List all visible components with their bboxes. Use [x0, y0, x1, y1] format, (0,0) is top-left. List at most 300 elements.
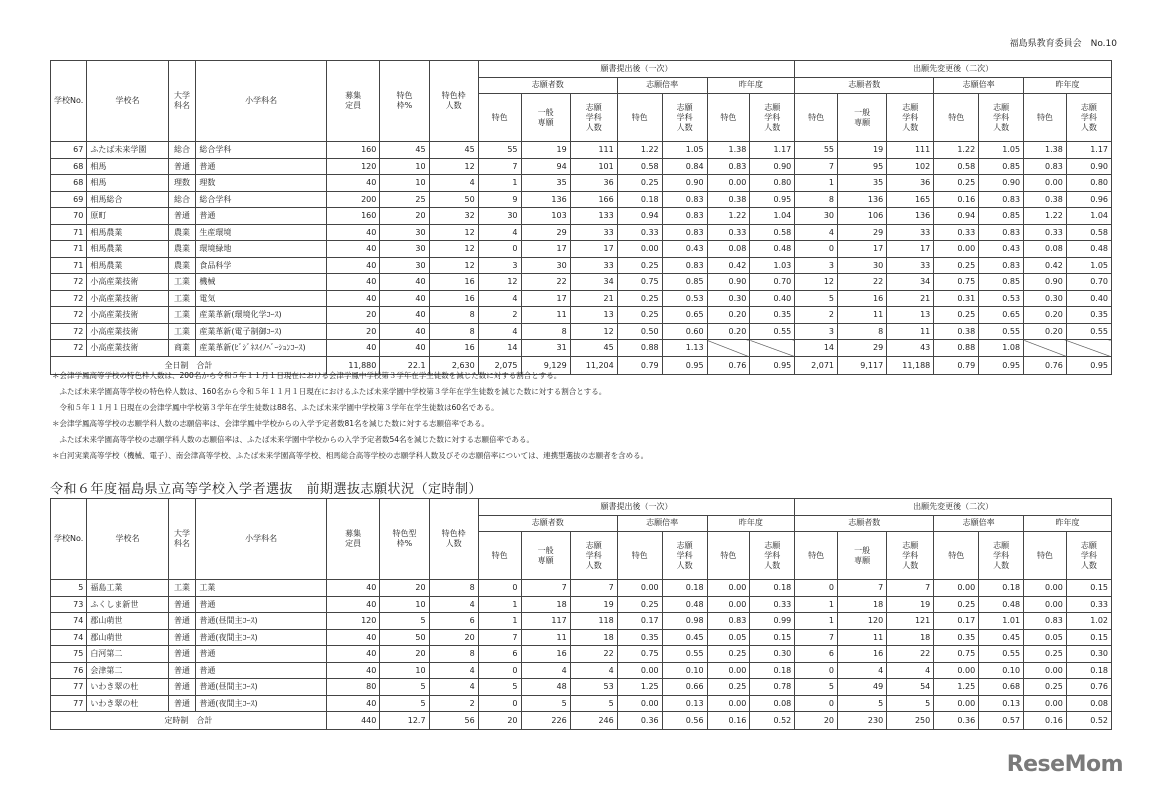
table-cell: 1.38 — [707, 142, 750, 159]
full-time-table-block — [50, 60, 1112, 375]
table-cell: 5 — [887, 695, 934, 712]
table-cell: 8 — [838, 323, 887, 340]
table-cell: 0.30 — [750, 646, 795, 663]
table-cell: 5 — [521, 695, 570, 712]
table-cell: 160 — [326, 208, 379, 225]
col-applicants: 志願者数 — [795, 77, 934, 94]
table-cell: 会津第二 — [87, 662, 168, 679]
table-cell: 25 — [380, 191, 429, 208]
table-cell: 29 — [521, 224, 570, 241]
table-cell: 1.13 — [662, 340, 707, 357]
table-cell: 133 — [570, 208, 617, 225]
table-cell: 12 — [795, 274, 838, 291]
table-cell: 35 — [838, 175, 887, 192]
table-cell: 0.95 — [979, 356, 1024, 374]
table-cell: 40 — [380, 340, 429, 357]
table-cell: 11 — [838, 629, 887, 646]
table-row — [51, 290, 1112, 307]
table-cell: 0.95 — [1066, 356, 1111, 374]
table-cell: 22 — [887, 646, 934, 663]
col-tokushoku: 特色 — [795, 532, 838, 580]
table-cell: 45 — [380, 142, 429, 159]
table-cell: 72 — [51, 340, 87, 357]
table-cell: 0.18 — [750, 580, 795, 597]
col-capacity: 募集 定員 — [326, 61, 379, 142]
col-ratio: 志願倍率 — [617, 515, 707, 532]
table-cell: 0.90 — [750, 158, 795, 175]
table-cell: 0 — [795, 580, 838, 597]
table-cell: 普通 — [168, 158, 196, 175]
table-cell: 31 — [521, 340, 570, 357]
table-cell: 16 — [429, 274, 478, 291]
table-cell: 11 — [887, 323, 934, 340]
table-row — [51, 175, 1112, 192]
col-dept-count: 志願 学科 人数 — [1066, 94, 1111, 142]
table-cell: 0.00 — [707, 662, 750, 679]
table-cell: 40 — [326, 580, 379, 597]
table-cell: 0.18 — [617, 191, 662, 208]
resemom-watermark-logo: ReseMom — [1006, 752, 1123, 777]
table-cell: 14 — [795, 340, 838, 357]
table-cell: ふくしま新世 — [87, 596, 168, 613]
table-cell: 30 — [521, 257, 570, 274]
table-cell: 118 — [570, 613, 617, 630]
table-cell: 1.22 — [617, 142, 662, 159]
table-cell: 0.58 — [750, 224, 795, 241]
table-cell: 36 — [570, 175, 617, 192]
table-cell: 4 — [478, 224, 521, 241]
table-cell: 246 — [570, 712, 617, 730]
table-cell: 0.08 — [750, 695, 795, 712]
table-cell: 22 — [521, 274, 570, 291]
table-cell: 普通 — [168, 596, 196, 613]
table-cell: 3 — [795, 323, 838, 340]
table-row — [51, 596, 1112, 613]
table-cell: 普通 — [168, 662, 196, 679]
table-cell: 0.20 — [1024, 323, 1067, 340]
table-cell: 14 — [478, 340, 521, 357]
table-cell: 3 — [478, 257, 521, 274]
table-cell: 101 — [570, 158, 617, 175]
table-cell: 0.88 — [617, 340, 662, 357]
table-cell: 72 — [51, 274, 87, 291]
table-cell: 76 — [51, 662, 87, 679]
table-cell: 小高産業技術 — [87, 290, 168, 307]
table-cell: 19 — [570, 596, 617, 613]
table-cell: 0.36 — [934, 712, 979, 730]
table-cell: 9 — [478, 191, 521, 208]
table-cell: 80 — [326, 679, 379, 696]
table-cell: 7 — [570, 580, 617, 597]
col-general: 一般 専願 — [838, 532, 887, 580]
table-cell: 0.70 — [750, 274, 795, 291]
table-cell: 9,117 — [838, 356, 887, 374]
table-cell: 20 — [795, 712, 838, 730]
col-major: 大学 科名 — [168, 61, 196, 142]
table-cell: 111 — [570, 142, 617, 159]
table-cell: 33 — [887, 257, 934, 274]
table-cell: 34 — [570, 274, 617, 291]
table-cell: 0.30 — [707, 290, 750, 307]
table-cell: 機械 — [196, 274, 326, 291]
full-time-table-header — [51, 61, 1112, 142]
table-cell: 68 — [51, 175, 87, 192]
table-cell: 0.76 — [707, 356, 750, 374]
table-row — [51, 274, 1112, 291]
table-cell: 0.18 — [1066, 662, 1111, 679]
table-cell: 0.30 — [1066, 646, 1111, 663]
table-cell: 環境緑地 — [196, 241, 326, 258]
table-cell: 29 — [838, 224, 887, 241]
table-cell: 4 — [521, 662, 570, 679]
table-cell: 102 — [887, 158, 934, 175]
table-cell: 0.00 — [934, 695, 979, 712]
table-cell: 7 — [795, 158, 838, 175]
table-cell: 0.75 — [934, 274, 979, 291]
table-cell: 普通 — [168, 679, 196, 696]
table-cell: 77 — [51, 679, 87, 696]
col-prev-year: 昨年度 — [1024, 77, 1112, 94]
table-cell: 小高産業技術 — [87, 323, 168, 340]
table-cell: 20 — [380, 580, 429, 597]
table-cell: 6 — [429, 613, 478, 630]
table-cell: 0.08 — [1066, 695, 1111, 712]
table-cell: 111 — [887, 142, 934, 159]
table-cell: 7 — [887, 580, 934, 597]
table-cell: 8 — [521, 323, 570, 340]
table-cell: 0.36 — [617, 712, 662, 730]
table-cell: 40 — [326, 596, 379, 613]
table-row — [51, 629, 1112, 646]
table-cell: 45 — [570, 340, 617, 357]
table-cell: 69 — [51, 191, 87, 208]
footnote-line: ＊白河実業高等学校（機械、電子）、南会津高等学校、ふたば未来学園高等学校、相馬総合高等学校の志願学科人数及びその志願倍率については、連携型選抜の志願者を含める。 — [52, 451, 649, 461]
table-cell: 7 — [521, 580, 570, 597]
table-cell: 50 — [429, 191, 478, 208]
table-cell: 0.25 — [617, 257, 662, 274]
table-row — [51, 257, 1112, 274]
table-cell: 200 — [326, 191, 379, 208]
table-cell: 1.01 — [979, 613, 1024, 630]
table-cell: 0.00 — [707, 175, 750, 192]
footnote-line: 令和５年１１月１日現在の会津学鳳中学校第３学年在学生徒数は88名、ふたば未来学園中学校第３学年在学生徒数は60名である。 — [52, 403, 499, 413]
table-cell: 1.05 — [979, 142, 1024, 159]
table-cell: 0.00 — [1024, 580, 1067, 597]
table-cell: 理数 — [196, 175, 326, 192]
table-cell: 1 — [478, 613, 521, 630]
table-cell: 相馬農業 — [87, 241, 168, 258]
table-cell: 136 — [887, 208, 934, 225]
table-cell: 40 — [380, 274, 429, 291]
table-cell: 40 — [326, 224, 379, 241]
table-cell: 原町 — [87, 208, 168, 225]
table-cell: 2 — [429, 695, 478, 712]
table-cell: 0.16 — [934, 191, 979, 208]
table-cell: 0.66 — [662, 679, 707, 696]
table-row — [51, 323, 1112, 340]
table-cell: 71 — [51, 241, 87, 258]
table-cell — [707, 340, 750, 357]
table-cell: 0.33 — [1024, 224, 1067, 241]
table-cell: 0.48 — [662, 596, 707, 613]
table-cell: 0.80 — [750, 175, 795, 192]
table-cell: 16 — [429, 290, 478, 307]
table-cell: 0.90 — [1024, 274, 1067, 291]
table-cell: 12 — [429, 224, 478, 241]
table-cell: 工業 — [168, 290, 196, 307]
table-cell: 工業 — [168, 307, 196, 324]
table-row — [51, 142, 1112, 159]
table-cell: 0.79 — [934, 356, 979, 374]
table-cell: 13 — [570, 307, 617, 324]
table-cell: 12 — [429, 158, 478, 175]
part-time-table — [50, 498, 1112, 730]
col-ratio: 志願倍率 — [934, 515, 1024, 532]
table-cell: 136 — [521, 191, 570, 208]
table-cell: 福島工業 — [87, 580, 168, 597]
table-cell: 0.35 — [617, 629, 662, 646]
table-cell: 1.22 — [707, 208, 750, 225]
table-cell: 1.04 — [750, 208, 795, 225]
table-cell: 0.83 — [1024, 158, 1067, 175]
table-cell: 0.20 — [1024, 307, 1067, 324]
table-cell: 10 — [380, 596, 429, 613]
table-cell: 0.00 — [617, 662, 662, 679]
table-cell: 0.60 — [662, 323, 707, 340]
table-cell: 75 — [51, 646, 87, 663]
table-cell: 10 — [380, 158, 429, 175]
table-cell: 0.55 — [979, 646, 1024, 663]
table-cell: 0.57 — [979, 712, 1024, 730]
table-cell: 0.15 — [750, 629, 795, 646]
table-cell: 0.25 — [934, 175, 979, 192]
table-cell: 0.83 — [662, 208, 707, 225]
col-phase1: 願書提出後（一次） — [478, 61, 795, 78]
col-phase1: 願書提出後（一次） — [478, 499, 795, 516]
table-cell: 19 — [521, 142, 570, 159]
table-cell: 農業 — [168, 224, 196, 241]
table-cell: 電気 — [196, 290, 326, 307]
table-cell: 0.42 — [707, 257, 750, 274]
table-cell: 43 — [887, 340, 934, 357]
col-tokushoku: 特色 — [795, 94, 838, 142]
col-tokushoku: 特色 — [1024, 94, 1067, 142]
table-cell: 0.15 — [1066, 629, 1111, 646]
table-cell: 0.50 — [617, 323, 662, 340]
table-cell: 0.15 — [1066, 580, 1111, 597]
table-cell: 0.33 — [934, 224, 979, 241]
table-cell: 68 — [51, 158, 87, 175]
col-phase2: 出願先変更後（二次） — [795, 499, 1112, 516]
col-prev-year: 昨年度 — [707, 77, 795, 94]
col-prev-year: 昨年度 — [707, 515, 795, 532]
table-cell: 0.48 — [1066, 241, 1111, 258]
table-cell: 21 — [887, 290, 934, 307]
table-cell: 0.00 — [707, 695, 750, 712]
table-cell: 食品科学 — [196, 257, 326, 274]
table-cell: 11 — [521, 629, 570, 646]
table-cell: 250 — [887, 712, 934, 730]
table-cell: 8 — [429, 323, 478, 340]
table-cell: 230 — [838, 712, 887, 730]
table-cell: 166 — [570, 191, 617, 208]
table-cell: 1.17 — [1066, 142, 1111, 159]
table-cell: 16 — [521, 646, 570, 663]
table-cell: 0.95 — [750, 191, 795, 208]
table-cell: 0.48 — [750, 241, 795, 258]
col-minor: 小学科名 — [196, 499, 326, 580]
table-cell: 0.18 — [662, 580, 707, 597]
table-cell: 55 — [795, 142, 838, 159]
table-cell: 55 — [478, 142, 521, 159]
table-cell: 6 — [478, 646, 521, 663]
table-cell: 4 — [429, 596, 478, 613]
table-cell: 0.25 — [934, 307, 979, 324]
table-cell: 20 — [478, 712, 521, 730]
table-cell: 0.70 — [1066, 274, 1111, 291]
table-cell: 3 — [795, 257, 838, 274]
table-cell: 0.35 — [750, 307, 795, 324]
table-cell: 相馬 — [87, 175, 168, 192]
col-school-name: 学校名 — [87, 61, 168, 142]
table-cell: 16 — [838, 290, 887, 307]
table-cell: 0.99 — [750, 613, 795, 630]
table-cell: 6 — [795, 646, 838, 663]
table-cell: 0.25 — [617, 290, 662, 307]
table-cell: 30 — [380, 257, 429, 274]
table-cell: 工業 — [168, 323, 196, 340]
table-cell: 0.25 — [617, 307, 662, 324]
table-cell: 0.95 — [662, 356, 707, 374]
table-cell: 8 — [429, 646, 478, 663]
table-cell: 0.25 — [617, 596, 662, 613]
table-cell — [1024, 340, 1067, 357]
table-cell: 0.25 — [707, 679, 750, 696]
col-school-no: 学校No. — [51, 61, 87, 142]
table-cell: 16 — [429, 340, 478, 357]
table-cell: 30 — [838, 257, 887, 274]
table-cell: 0.40 — [750, 290, 795, 307]
table-cell: 0.84 — [662, 158, 707, 175]
table-cell: 0.38 — [1024, 191, 1067, 208]
table-cell: 相馬農業 — [87, 257, 168, 274]
table-cell: 総合学科 — [196, 142, 326, 159]
table-cell: 0.00 — [617, 241, 662, 258]
table-cell: 20 — [380, 646, 429, 663]
table-cell: 小高産業技術 — [87, 307, 168, 324]
table-cell: 普通 — [168, 646, 196, 663]
table-cell: 7 — [795, 629, 838, 646]
table-cell: 0.17 — [617, 613, 662, 630]
table-cell: 1 — [795, 613, 838, 630]
table-cell: 生産環境 — [196, 224, 326, 241]
table-cell: 18 — [570, 629, 617, 646]
table-cell: 0 — [795, 241, 838, 258]
table-cell: 18 — [521, 596, 570, 613]
table-cell: 5 — [795, 290, 838, 307]
table-cell: 0.43 — [979, 241, 1024, 258]
table-cell: 40 — [326, 695, 379, 712]
table-cell: 165 — [887, 191, 934, 208]
table-cell: 0.17 — [934, 613, 979, 630]
table-cell: 小高産業技術 — [87, 340, 168, 357]
part-time-table-block — [50, 498, 1112, 730]
table-cell: 19 — [838, 142, 887, 159]
table-cell: 20 — [380, 208, 429, 225]
table-cell: 136 — [838, 191, 887, 208]
table-cell: 11,880 — [326, 356, 379, 374]
table-cell: 49 — [838, 679, 887, 696]
table-row — [51, 191, 1112, 208]
table-total-row — [51, 712, 1112, 730]
col-applicants: 志願者数 — [795, 515, 934, 532]
table-cell: 2 — [795, 307, 838, 324]
table-cell: 0.88 — [934, 340, 979, 357]
table-cell: 0.83 — [662, 191, 707, 208]
col-tokushoku: 特色 — [478, 94, 521, 142]
table-cell: 11,188 — [887, 356, 934, 374]
table-cell: 1.02 — [1066, 613, 1111, 630]
table-cell — [1066, 340, 1111, 357]
table-cell: 普通(夜間主ｺｰｽ) — [196, 695, 326, 712]
table-cell: 0.90 — [662, 175, 707, 192]
table-cell: 0.90 — [979, 175, 1024, 192]
table-cell: 0.83 — [979, 257, 1024, 274]
table-cell: 0.95 — [750, 356, 795, 374]
table-cell: 17 — [521, 290, 570, 307]
table-cell: 1.03 — [750, 257, 795, 274]
table-cell: 2,071 — [795, 356, 838, 374]
table-cell: 0.85 — [979, 158, 1024, 175]
col-tokushoku: 特色 — [934, 532, 979, 580]
table-cell: 0.00 — [1024, 596, 1067, 613]
table-cell: 0.53 — [979, 290, 1024, 307]
table-cell: 0 — [478, 580, 521, 597]
table-cell: 総合学科 — [196, 191, 326, 208]
table-cell: 0.25 — [934, 257, 979, 274]
table-row — [51, 679, 1112, 696]
table-cell: 17 — [570, 241, 617, 258]
table-cell: 0.56 — [662, 712, 707, 730]
table-cell: 40 — [380, 307, 429, 324]
table-cell: 4 — [838, 662, 887, 679]
table-cell: 農業 — [168, 257, 196, 274]
col-applicants: 志願者数 — [478, 77, 617, 94]
col-dept-count: 志願 学科 人数 — [570, 532, 617, 580]
table-cell: 0 — [795, 662, 838, 679]
table-cell: 0.80 — [1066, 175, 1111, 192]
footnotes — [52, 368, 1112, 465]
table-cell: 72 — [51, 323, 87, 340]
table-cell: 40 — [326, 257, 379, 274]
table-cell: 1.25 — [617, 679, 662, 696]
table-cell: 郡山萌世 — [87, 613, 168, 630]
table-cell: 8 — [429, 580, 478, 597]
table-cell: 普通(昼間主ｺｰｽ) — [196, 679, 326, 696]
col-dept-count: 志願 学科 人数 — [570, 94, 617, 142]
table-cell: 0.85 — [662, 274, 707, 291]
table-cell: 5 — [478, 679, 521, 696]
table-cell: 40 — [380, 290, 429, 307]
table-cell: 商業 — [168, 340, 196, 357]
table-cell: 36 — [887, 175, 934, 192]
table-cell: 54 — [887, 679, 934, 696]
table-cell: 45 — [429, 142, 478, 159]
table-cell: 53 — [570, 679, 617, 696]
table-cell: 22.1 — [380, 356, 429, 374]
table-cell: 0.13 — [979, 695, 1024, 712]
table-cell: 40 — [326, 274, 379, 291]
